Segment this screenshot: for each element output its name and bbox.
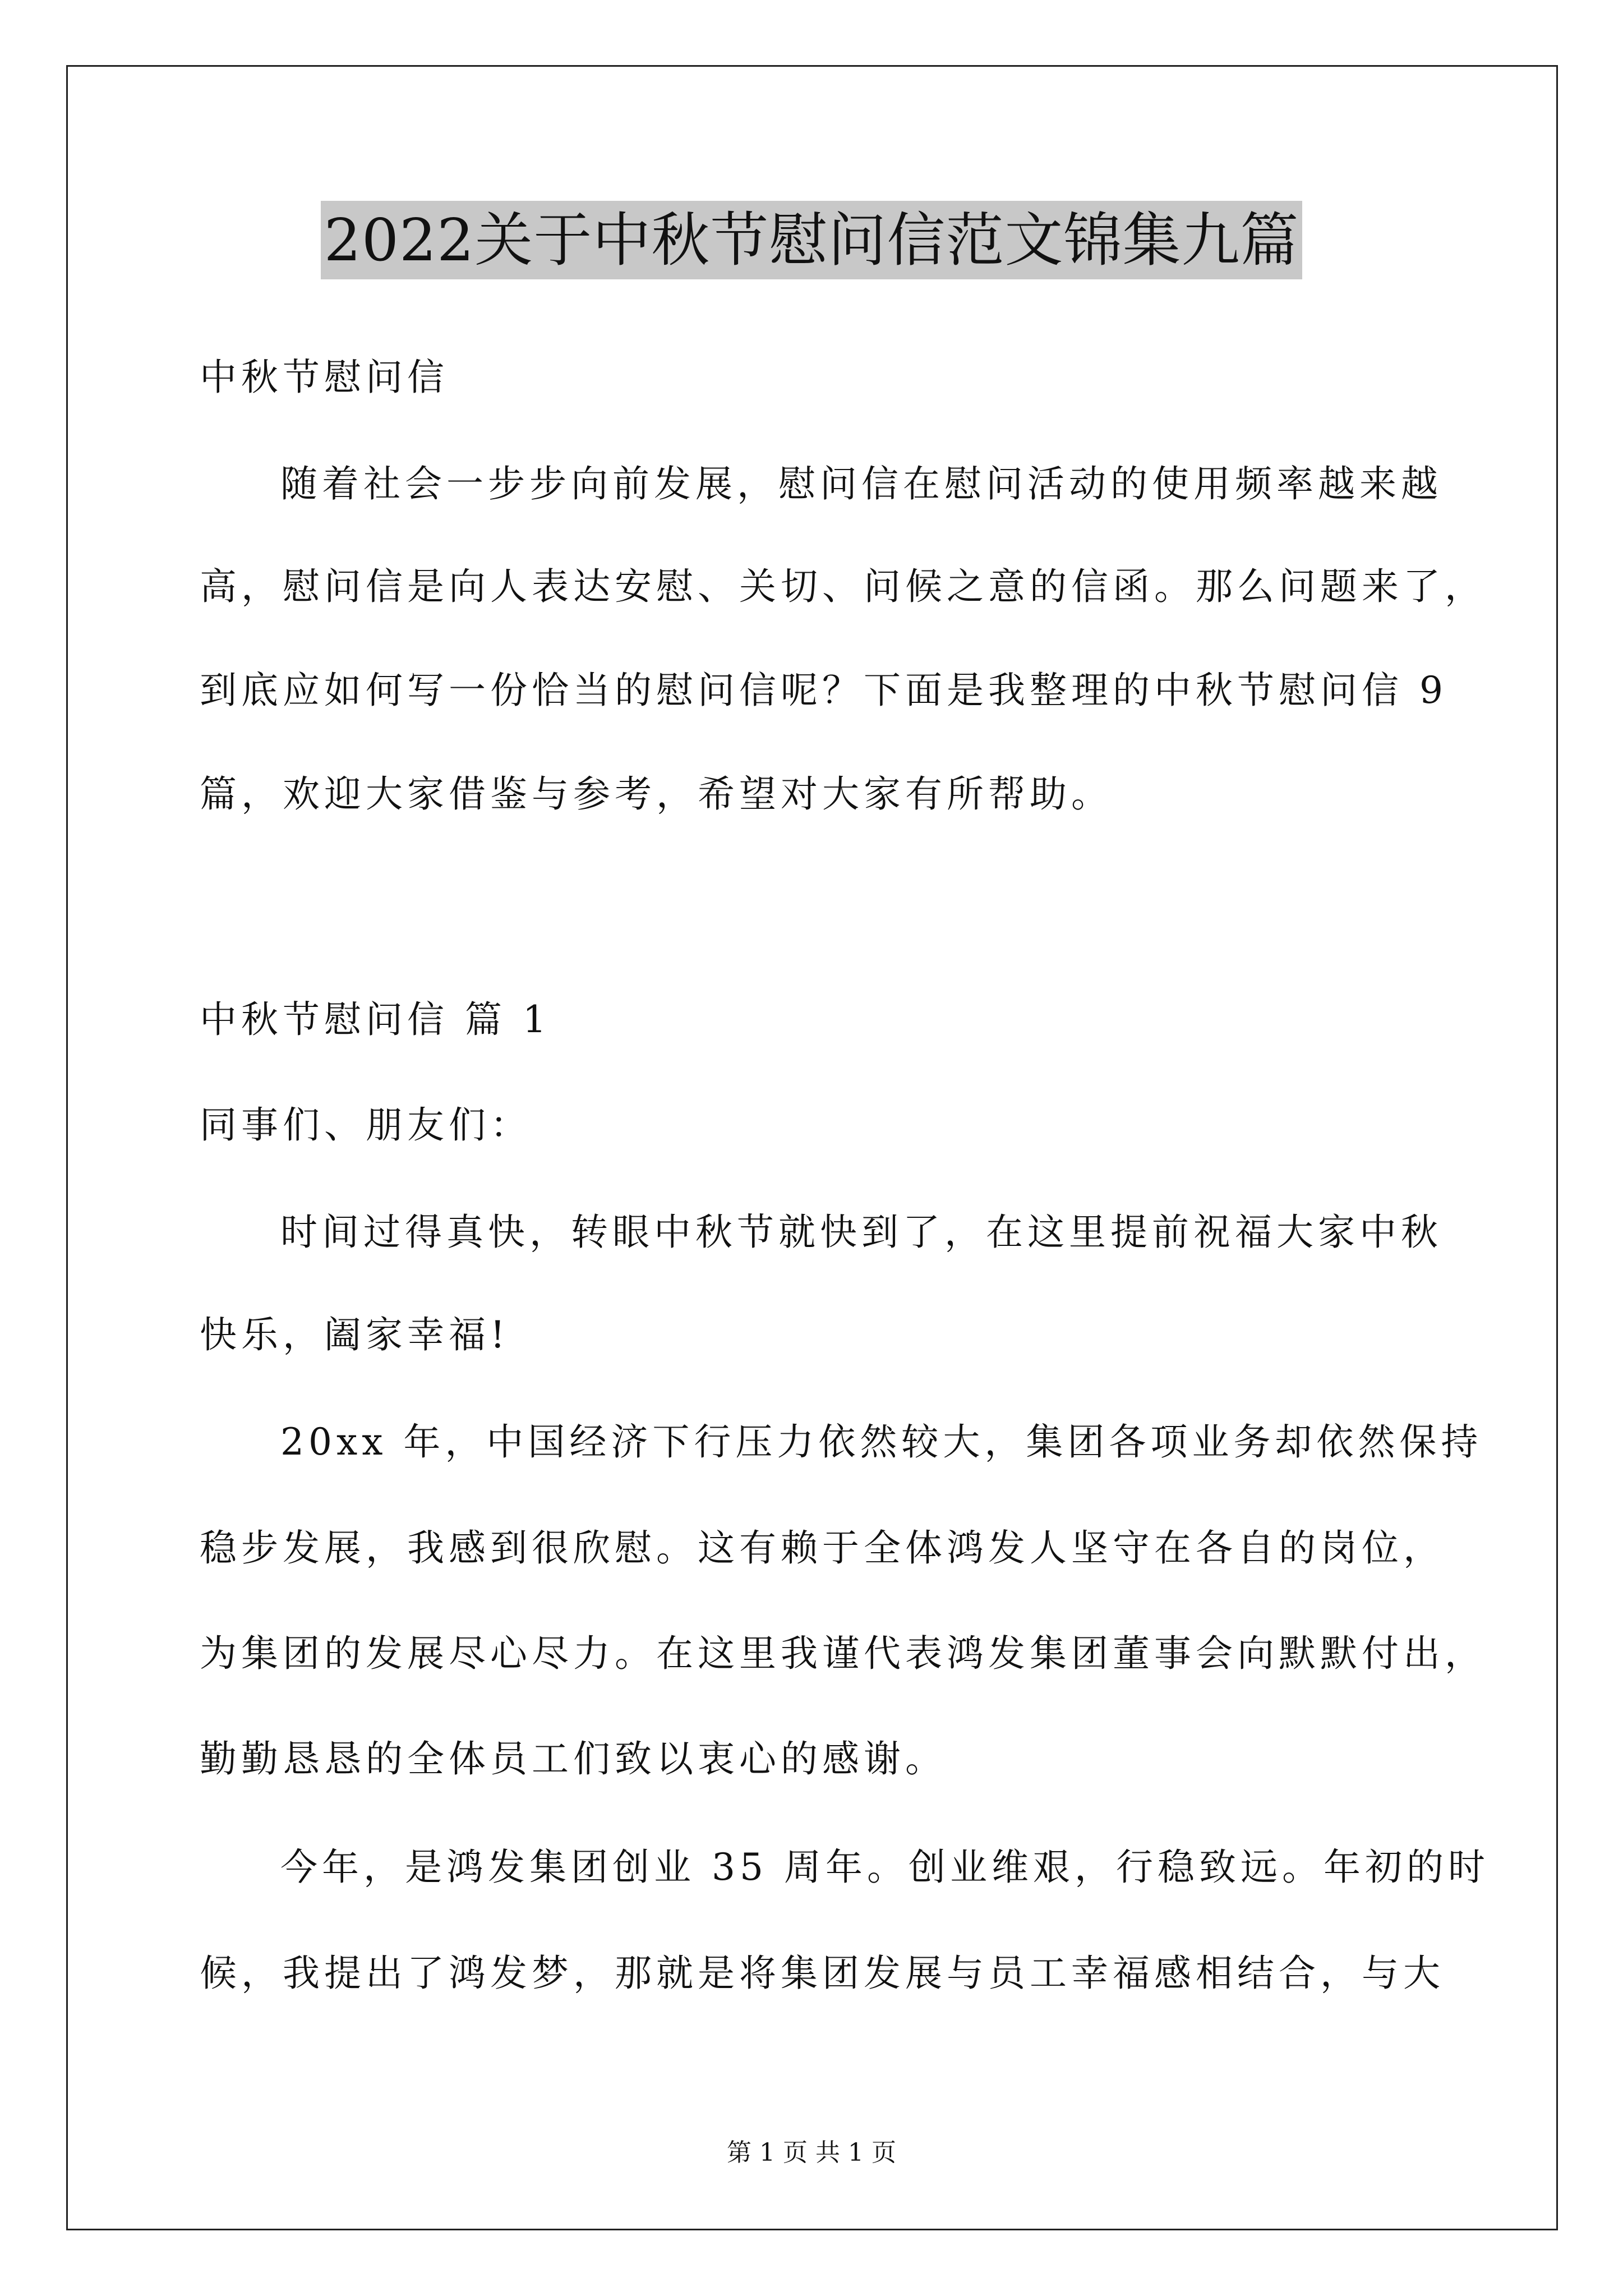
title-container [0,201,1623,279]
intro-line-1: 随着社会一步步向前发展，慰问信在慰问活动的使用频率越来越 [280,462,1442,505]
body-line-1: 时间过得真快，转眼中秋节就快到了，在这里提前祝福大家中秋 [280,1211,1442,1254]
body-line-4: 稳步发展，我感到很欣慰。这有赖于全体鸿发人坚守在各自的岗位， [200,1526,1445,1570]
section-heading: 中秋节慰问信 [200,356,449,399]
body-line-7: 今年，是鸿发集团创业 35 周年。创业维艰，行稳致远。年初的时 [280,1846,1490,1889]
salutation: 同事们、朋友们： [200,1103,532,1147]
document-title: 2022关于中秋节慰问信范文锦集九篇 [321,201,1303,279]
intro-line-2: 高，慰问信是向人表达安慰、关切、问候之意的信函。那么问题来了， [200,565,1486,608]
body-line-2: 快乐，阖家幸福! [200,1313,510,1356]
body-line-5: 为集团的发展尽心尽力。在这里我谨代表鸿发集团董事会向默默付出， [200,1632,1486,1675]
intro-line-4: 篇，欢迎大家借鉴与参考，希望对大家有所帮助。 [200,772,1113,816]
body-line-3: 20xx 年，中国经济下行压力依然较大，集团各项业务却依然保持 [280,1420,1483,1464]
intro-line-3: 到底应如何写一份恰当的慰问信呢？下面是我整理的中秋节慰问信 9 [200,669,1447,712]
page-footer: 第 1 页 共 1 页 [727,2138,896,2167]
letter-heading: 中秋节慰问信 篇 1 [200,998,551,1041]
body-line-8: 候，我提出了鸿发梦，那就是将集团发展与员工幸福感相结合，与大 [200,1952,1445,1995]
body-line-6: 勤勤恳恳的全体员工们致以衷心的感谢。 [200,1737,947,1780]
